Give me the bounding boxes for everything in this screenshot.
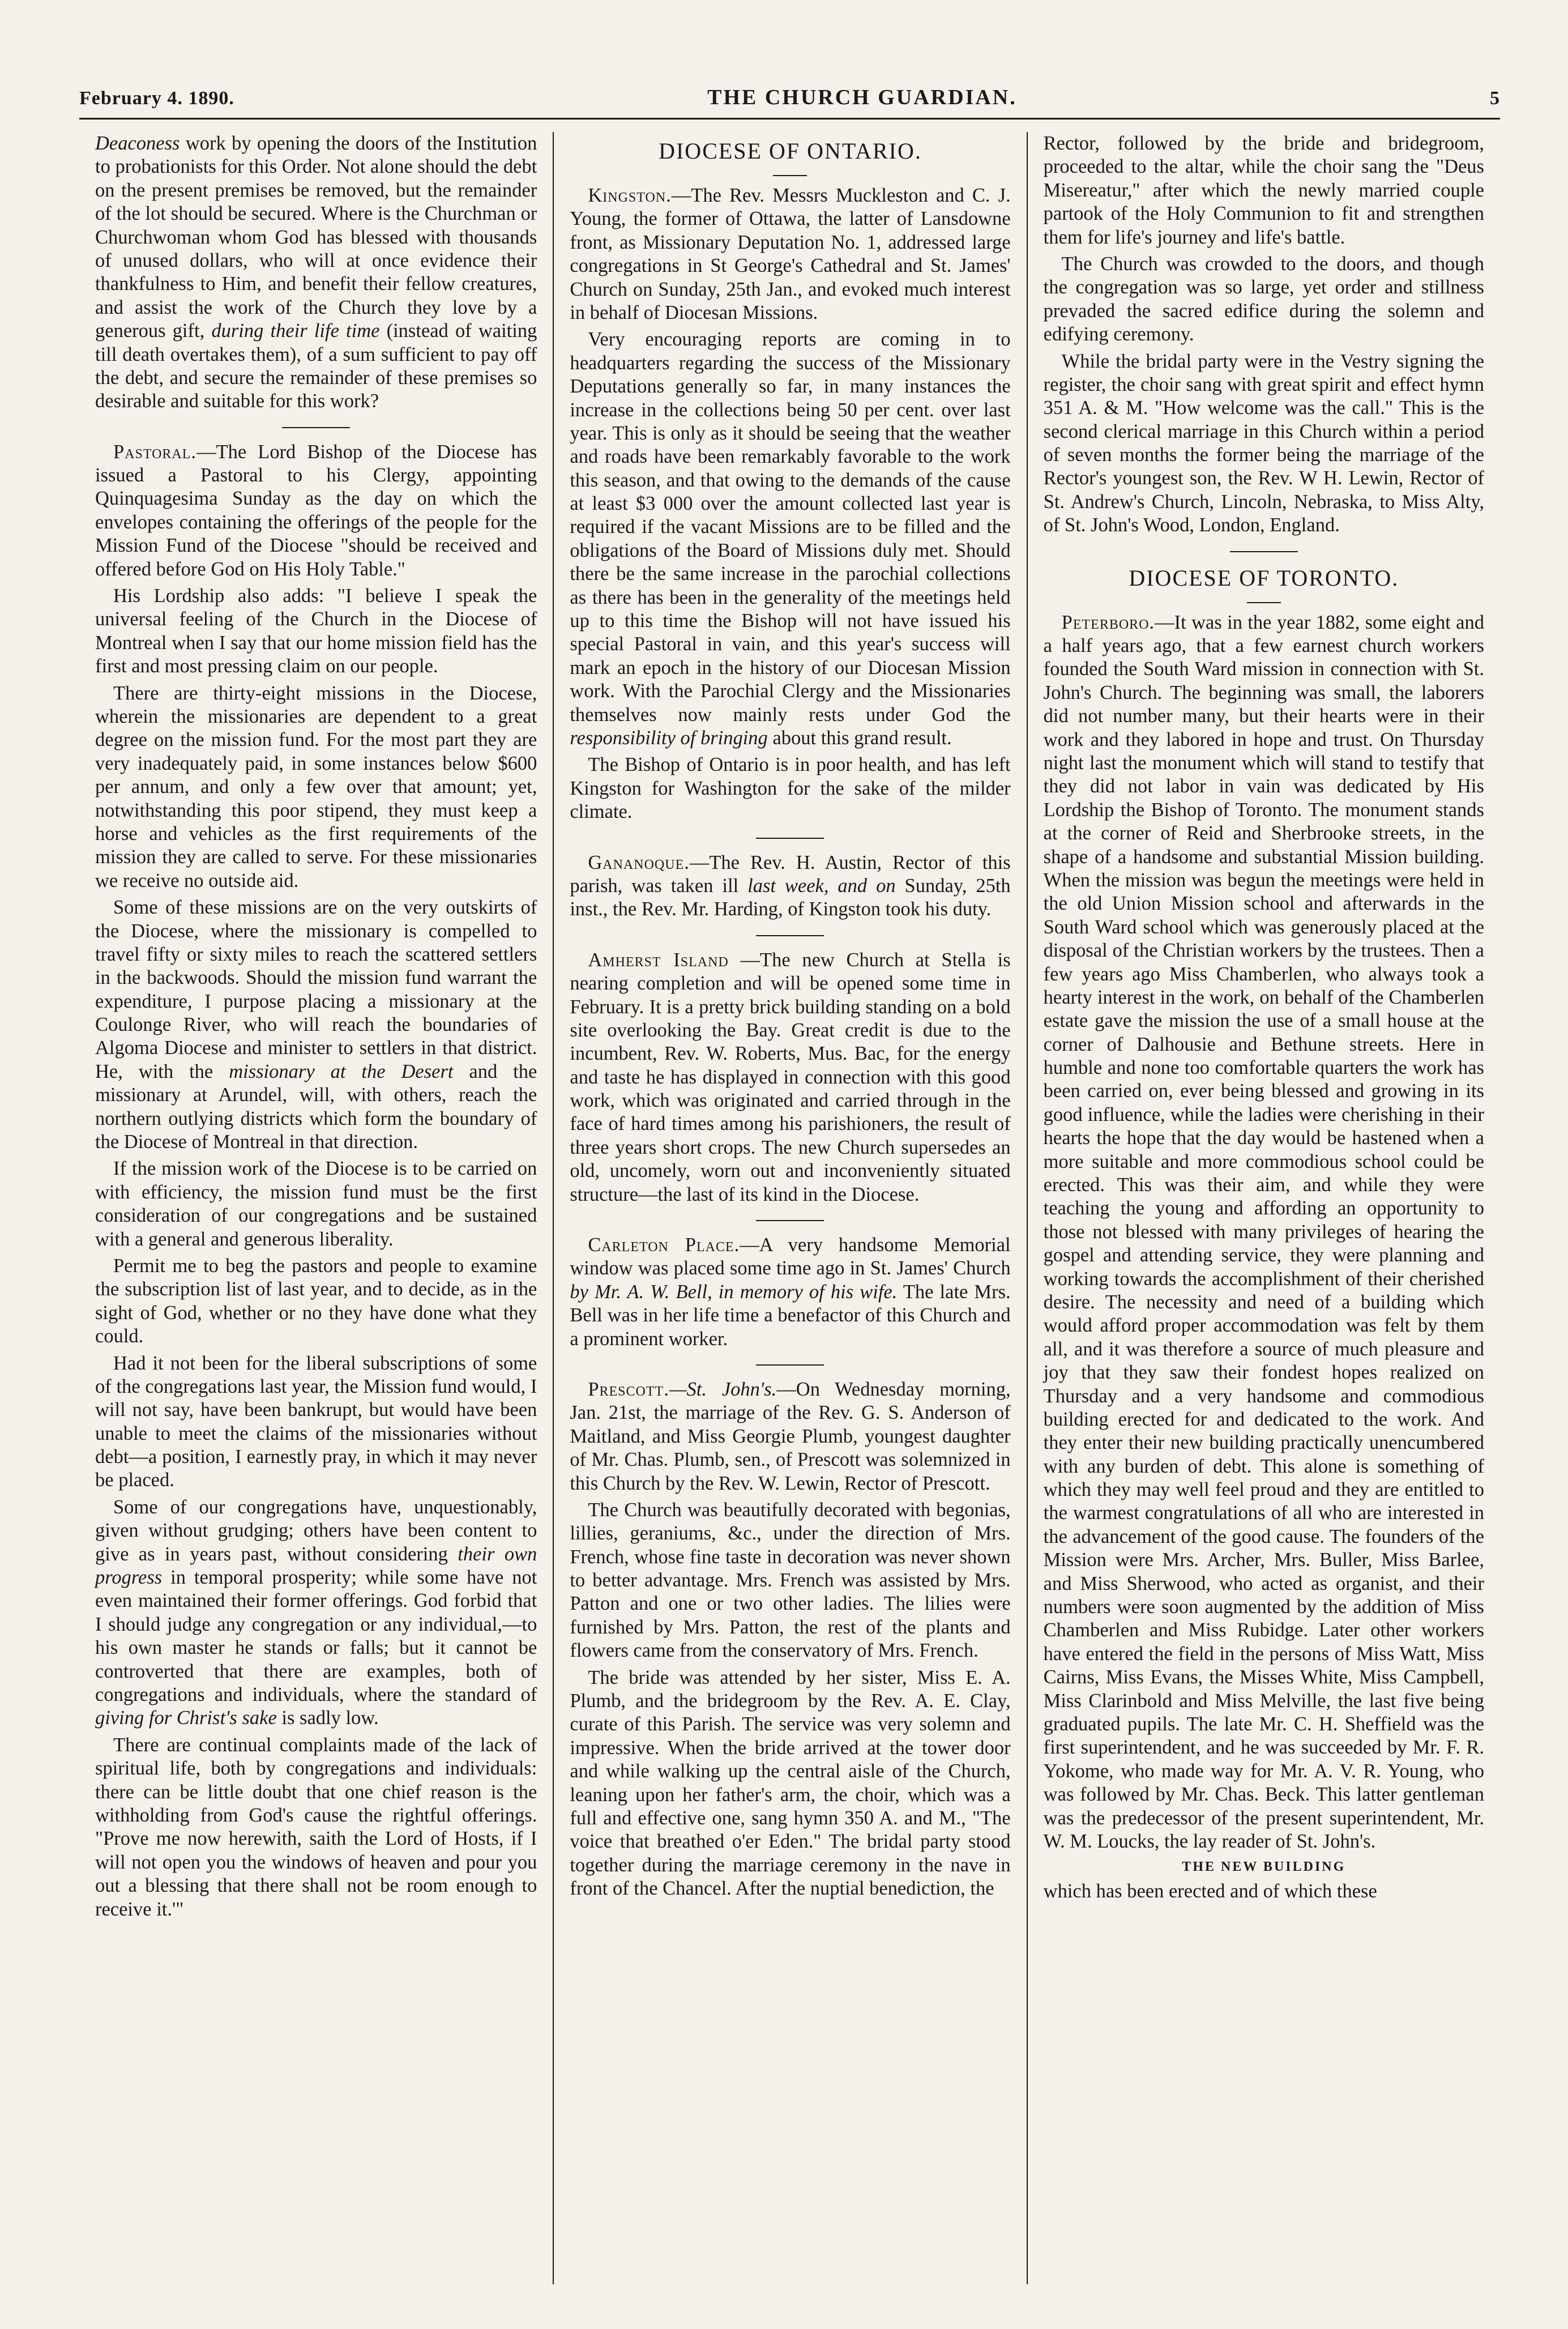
paragraph: Permit me to beg the pastors and people to examine the subscription list of last year, and to decide, as in the sight of God, whether or no they have done what they could. bbox=[95, 1255, 537, 1347]
section-lead: Prescott. bbox=[588, 1378, 669, 1400]
section-rule bbox=[756, 1220, 824, 1221]
section-lead: Kingston. bbox=[588, 185, 672, 206]
italic-text: during their life time bbox=[211, 320, 380, 342]
text: —A very handsome Memorial window was placed some time ago in St. James' Church bbox=[570, 1234, 1011, 1279]
page-number: 5 bbox=[1490, 88, 1500, 109]
section-rule bbox=[756, 838, 824, 839]
paragraph bbox=[95, 1496, 537, 1730]
paragraph bbox=[95, 441, 537, 581]
italic-text: last week, and on bbox=[747, 875, 896, 897]
section-rule bbox=[282, 427, 350, 428]
paragraph: If the mission work of the Diocese is to be carried on with efficiency, the mission fund must be the first consideration of our congregations and be sustained with a general and generous liberality. bbox=[95, 1158, 537, 1250]
italic-text: Deaconess bbox=[95, 133, 180, 154]
section-lead: Pastoral. bbox=[113, 441, 197, 463]
text: —The Rev. Messrs Muckleston and C. J. Young, the former of Ottawa, the latter of Lansdowne front, as Missionary Deputation No. 1, addressed large congregations in St George's Cathedral and St. James' Church on Sunday, 25th Jan., and evoked much interest in behalf of Diocesan Missions. bbox=[570, 185, 1011, 323]
column-2 bbox=[553, 132, 1026, 2284]
issue-date: February 4. 1890. bbox=[79, 88, 234, 109]
heading-rule bbox=[773, 175, 807, 176]
section-heading: DIOCESE OF TORONTO. bbox=[1129, 565, 1399, 591]
paragraph: Rector, followed by the bride and bridegroom, proceeded to the altar, while the choir sang the "Deus Misereatur," after which the newly married couple partook of the Holy Communion to fit and strengthen them for life's journey and life's battle. bbox=[1043, 133, 1484, 248]
paragraph: The Church was beautifully decorated with begonias, lillies, geraniums, &c., under the direction of Mrs. French, whose fine taste in decoration was never shown to better advantage. Mrs. French was assisted by Mrs. Patton and one or two other ladies. The lilies were furnished by Mrs. Patton, the rest of the plants and flowers came from the conservatory of Mrs. French. bbox=[570, 1499, 1011, 1662]
italic-text: —St. John's. bbox=[669, 1378, 777, 1400]
italic-text: responsibility of bringing bbox=[570, 727, 768, 749]
paragraph: The bride was attended by her sister, Miss E. A. Plumb, and the bridegroom by the Rev. A. E. Clay, curate of this Parish. The service was very solemn and impressive. When the bride arrived at the tower door and while walking up the central aisle of the Church, leaning upon her father's arm, the choir, which was a full and effective one, sang hymn 350 A. and M., "The voice that breathed o'er Eden." The bridal party stood together during the marriage ceremony in the nave in front of the Chancel. After the nuptial benediction, the bbox=[570, 1666, 1011, 1900]
section-lead: Gananoque. bbox=[588, 851, 690, 873]
masthead bbox=[79, 85, 1500, 120]
section-rule bbox=[756, 935, 824, 936]
paragraph bbox=[570, 184, 1010, 325]
text: (instead of waiting till death overtakes them), of a sum sufficient to pay off the debt, and secure the remainder of these premises so desirable and suitable for this work? bbox=[95, 320, 537, 412]
italic-text: giving for Christ's sake bbox=[95, 1707, 277, 1729]
paragraph bbox=[1044, 611, 1484, 1854]
paragraph: which has been erected and of which these bbox=[1043, 1880, 1377, 1903]
paragraph: There are continual complaints made of the lack of spiritual life, both by congregations and individuals: there can be little doubt that one chief reason is the withholding from God's cause the rightful offerings. "Prove me now herewith, saith the Lord of Hosts, if I will not open you the windows of heaven and pour you out a blessing that there shall not be room enough to receive it.'" bbox=[95, 1734, 537, 1920]
heading-rule bbox=[1247, 602, 1281, 603]
paragraph: The Bishop of Ontario is in poor health, and has left Kingston for Washington for the sake of the milder climate. bbox=[570, 754, 1011, 823]
section-lead: Carleton Place. bbox=[588, 1234, 740, 1256]
text: —On Wednesday morning, Jan. 21st, the marriage of the Rev. G. S. Anderson of Maitland, and Miss Georgie Plumb, youngest daughter of Mr. Chas. Plumb, sen., of Prescott was solemnized in this Church by the Rev. W. Lewin, Rector of Prescott. bbox=[570, 1378, 1011, 1494]
paragraph bbox=[570, 328, 1010, 750]
subheading: THE NEW BUILDING bbox=[1182, 1859, 1346, 1875]
text: in temporal prosperity; while some have not even maintained their former offerings. God forbid that I should judge any congregation or any individual,—to his own master he stands or falls; but it cannot be controverted that there are examples, both of congregations and individuals, where the standard of bbox=[95, 1567, 537, 1705]
text: —The Rev. H. Austin, Rector of this parish, was taken ill bbox=[570, 851, 1011, 897]
paragraph bbox=[570, 1378, 1010, 1495]
column-1 bbox=[79, 132, 553, 2284]
article-columns bbox=[79, 132, 1500, 2284]
section-lead: Amherst Island bbox=[588, 949, 729, 971]
paragraph: His Lordship also adds: "I believe I speak the universal feeling of the Church in the Diocese of Montreal when I say that our home mission field has the first and most pressing claim on our people. bbox=[95, 585, 537, 677]
column-3 bbox=[1027, 132, 1500, 2284]
text: Some of our congregations have, unquestionably, given without grudging; others have been content to give as in years past, without considering bbox=[95, 1496, 537, 1565]
section-rule bbox=[756, 1364, 824, 1366]
section-lead: Peterboro. bbox=[1061, 611, 1155, 633]
text: —The Lord Bishop of the Diocese has issued a Pastoral to his Clergy, appointing Quinquagesima Sunday as the day on which the envelopes containing the offerings of the people for the Mission Fund of the Diocese "should be received and offered before God on His Holy Table." bbox=[95, 441, 537, 580]
text: Some of these missions are on the very outskirts of the Diocese, where the missionary is compelled to travel fifty or sixty miles to reach the scattered settlers in the backwoods. Should the mission fund warrant the expenditure, I purpose placing a missionary at the Coulonge River, who will reach the boundaries of Algoma Diocese and minister to settlers in that district. He, with the bbox=[95, 897, 537, 1082]
text: work by opening the doors of the Institution to probationists for this Order. Not alone should the debt on the present premises be removed, but the remainder of the lot should be secured. Where is the Churchman or Churchwoman whom God has blessed with thousands of unused dollars, who will at once evidence their thankfulness to Him, and benefit their fellow creatures, and assist the work of the Church they love by a generous gift, bbox=[95, 133, 537, 342]
newspaper-title: THE CHURCH GUARDIAN. bbox=[707, 86, 1017, 109]
paragraph: The Church was crowded to the doors, and though the congregation was so large, yet order and stillness prevaded the sacred edifice during the solemn and edifying ceremony. bbox=[1043, 253, 1484, 345]
text: Sunday, 25th inst., the Rev. Mr. Harding, of Kingston took his duty. bbox=[570, 875, 1011, 920]
italic-text: missionary at the Desert bbox=[229, 1060, 454, 1082]
text: and the missionary at Arundel, will, with others, reach the northern outlying districts which form the boundary of the Diocese of Montreal in that direction. bbox=[95, 1060, 537, 1153]
italic-text: their own progress bbox=[95, 1543, 537, 1589]
text: —The new Church at Stella is nearing completion and will be opened some time in February. It is a pretty brick building standing on a bold site overlooking the Bay. Great credit is due to the incumbent, Rev. W. Roberts, Mus. Bac, for the energy and taste he has displayed in connection with this good work, which was originated and carried through in the face of hard times among his parishioners, the result of three years short crops. The new Church supersedes an old, uncomely, worn out and inconveniently situated structure—the last of its kind in the Diocese. bbox=[570, 949, 1011, 1205]
paragraph: There are thirty-eight missions in the Diocese, wherein the missionaries are dependent to a great degree on the mission fund. For the most part they are very inadequately paid, in some instances below $600 per annum, and only a few over that amount; yet, notwithstanding this poor stipend, they must keep a horse and vehicles as the first requirements of the mission they are called to serve. For these missionaries we receive no outside aid. bbox=[95, 682, 537, 891]
paragraph bbox=[570, 949, 1010, 1206]
section-rule bbox=[1230, 551, 1298, 552]
paragraph bbox=[95, 896, 537, 1154]
text: Very encouraging reports are coming in to headquarters regarding the success of the Missionary Deputations generally so far, in many instances the increase in the collections being 50 per cent. over last year. This is only as it should be seeing that the weather and roads have been remarkably favorable to the work this season, and that owing to the demands of the cause at least $3 000 over the amount collected last year is required if the vacant Missions are to be filled and the obligations of the Board of Missions duly met. Should there be the same increase in the parochial collections as there has been in the generality of the meetings held up to this time the Bishop will not have issued his special Pastoral in vain, and this year's success will mark an epoch in the history of our Diocesan Mission work. With the Parochial Clergy and the Missionaries themselves now mainly rests under God the bbox=[570, 329, 1011, 726]
paragraph bbox=[570, 851, 1010, 922]
text: about this grand result. bbox=[767, 727, 952, 749]
text: —It was in the year 1882, some eight and a half years ago, that a few earnest church workers founded the South Ward mission in connection with St. John's Church. The beginning was small, the laborers did not number many, but their hearts were in their work and they labored in hope and trust. On Thursday night last the monument which will stand to testify that they did not labor in vain was dedicated by His Lordship the Bishop of Toronto. The monument stands at the corner of Reid and Sherbrooke streets, in the shape of a handsome and substantial Mission building. When the mission was begun the meetings were held in the old Union Mission school and afterwards in the South Ward school which was generously placed at the disposal of the Christian workers by the trustees. Then a few years ago Miss Chamberlen, who always took a hearty interest in the work, on behalf of the Chamberlen estate gave the mission the use of a small house at the corner of Dalhousie and Bethune streets. Here in humble and none too comfortable quarters the work has been carried on, ever being blessed and growing in its good influence, while the ladies were cherishing in their hearts the hope that the day would be hastened when a more suitable and more commodious school could be erected. This was their aim, and while they were teaching the young and affording an opportunity to those not blessed with many privileges of hearing the gospel and attending service, they were planning and working towards the accomplishment of their cherished desire. The necessity and need of a building which would afford proper accommodation was felt by them all, and it was therefore a source of much pleasure and joy that they saw their fondest hopes realized on Thursday and a very handsome and commodious building erected for and dedicated to the work. And they enter their new building practically unencumbered with any burden of debt. This alone is something of which they may well feel proud and they are entitled to the warmest congratulations of all who are interested in the advancement of the good cause. The founders of the Mission were Mrs. Archer, Mrs. Buller, Miss Barlee, and Miss Sherwood, who acted as organist, and their numbers were soon augmented by the addition of Miss Chamberlen and Miss Rubidge. Later other workers have entered the field in the persons of Miss Watt, Miss Cairns, Miss Evans, the Misses White, Miss Campbell, Miss Clarinbold and Miss Melville, the last five being graduated pupils. The late Mr. C. H. Sheffield was the first superintendent, and he was succeeded by Mr. F. R. Yokome, who made way for Mr. A. V. R. Young, who was followed by Mr. Chas. Beck. This latter gentleman was the predecessor of the present superintendent, Mr. W. M. Loucks, the lay reader of St. John's. bbox=[1043, 611, 1484, 1852]
paragraph: Had it not been for the liberal subscriptions of some of the congregations last year, the Mission fund would, I will not say, have been bankrupt, but would have been unable to meet the claims of the missionaries without debt—a position, I earnestly pray, in which it may never be placed. bbox=[95, 1352, 537, 1491]
text: is sadly low. bbox=[276, 1707, 379, 1729]
paragraph bbox=[95, 132, 537, 413]
text: The late Mrs. Bell was in her life time a benefactor of this Church and a prominent worker. bbox=[570, 1281, 1011, 1350]
paragraph bbox=[570, 1234, 1010, 1351]
section-heading: DIOCESE OF ONTARIO. bbox=[659, 138, 922, 164]
paragraph: While the bridal party were in the Vestry signing the register, the choir sang with great spirit and effect hymn 351 A. & M. "How welcome was the call." This is the second clerical marriage in this Church within a period of seven months the former being the marriage of the Rector's youngest son, the Rev. W H. Lewin, Rector of St. Andrew's Church, Lincoln, Nebraska, to Miss Alty, of St. John's Wood, London, England. bbox=[1043, 350, 1484, 536]
italic-text: by Mr. A. W. Bell, in memory of his wife. bbox=[570, 1281, 898, 1303]
